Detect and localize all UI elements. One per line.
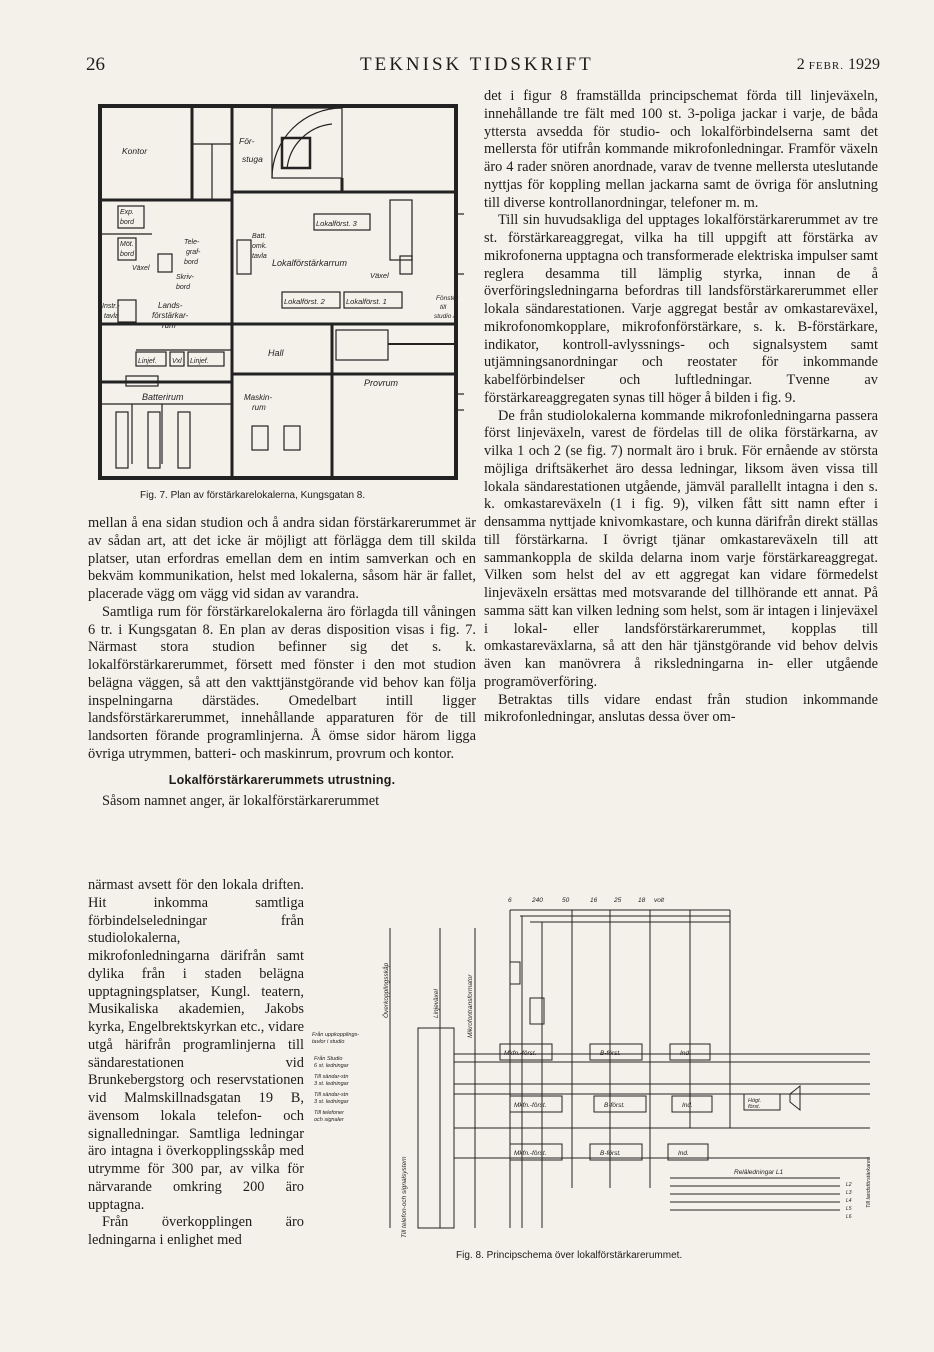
svg-text:bord: bord xyxy=(176,284,191,291)
svg-text:rum: rum xyxy=(162,321,176,330)
label-lands: Lands- xyxy=(158,301,183,310)
amp3-mikro: Mkfn.-först. xyxy=(514,1150,547,1157)
label-linjef-1: Linjef. xyxy=(138,358,157,365)
room-forstuga: För- xyxy=(239,136,255,146)
left-column xyxy=(88,515,476,811)
line-l5: L5 xyxy=(846,1206,852,1212)
amp2-ind: Ind. xyxy=(682,1102,693,1109)
volt-unit: volt xyxy=(654,897,665,904)
right-column xyxy=(484,88,878,727)
volt-25: 25 xyxy=(614,897,622,904)
amp2-b: B-först. xyxy=(604,1102,625,1109)
svg-text:3 st. ledningar: 3 st. ledningar xyxy=(314,1081,349,1087)
label-lokalforst-3: Lokalförst. 3 xyxy=(316,219,357,228)
volt-16: 16 xyxy=(590,897,598,904)
svg-text:och signaler: och signaler xyxy=(314,1117,344,1123)
amp1-mikro: Mkfn.-först. xyxy=(504,1050,537,1057)
label-batt: Batt. xyxy=(252,233,267,240)
right-paragraph-4: Betraktas tills vidare endast från studion inkommande mikrofonledningar, anslutas dessa över om- xyxy=(484,691,878,726)
line-l3: L3 xyxy=(846,1190,852,1196)
room-provrum: Provrum xyxy=(364,378,399,388)
svg-text:tavlor i studio: tavlor i studio xyxy=(312,1039,345,1045)
volt-6: 6 xyxy=(508,897,512,904)
side-label-2: Från Studio xyxy=(314,1056,343,1062)
fig7-floor-plan xyxy=(92,104,464,484)
label-mikrofontransformator: Mikrofontransformator xyxy=(467,974,474,1038)
room-maskinrum: Maskin- xyxy=(244,393,273,402)
left-paragraph-1: mellan å ena sidan studion och å andra sidan förstärkarerummet är av sådan art, att det icke är möjligt att förlägga dem till skilda platser, utan erfordras emellan dem en intim samverkan och en bekväm kommunikation, helst med lokalerna, såsom här är fallet, placerade vägg om vägg vid sidan av varandra. xyxy=(88,515,476,602)
narrow-paragraph-1: närmast avsett för den lokala driften. Hit inkomma samtliga förbindelseledningar från studiolokalerna, mikrofonledningarna därifrån samt dylika från i staden belägna upptagningsplatser, Kungl. teatern, Musikaliska akademien, Jakobs kyrka, Engelbrektskyrkan etc., vidare utgå härifrån programlinjerna till sändarestationen vid Brunkebergstorg och reservstationen vid Malmskillnadsgatan 19 B, ävensom lokala telefon- och signalledningar. Samtliga ledningar äro intagna i överkopplingsskåp med utrymme för 300 par, av vilka för närvarande omkring 200 äro upptagna. xyxy=(88,877,304,1213)
section-heading: Lokalförstärkarerummets utrustning. xyxy=(168,772,396,787)
amp2-mikro: Mkfn.-först. xyxy=(514,1102,547,1109)
label-vxl: Vxl xyxy=(172,358,182,365)
left-paragraph-2: Samtliga rum för förstärkarelokalerna äro förlagda till våningen 6 tr. i Kungsgatan 8. En plan av deras disposition visas i fig. 7. Närmast stora studion befinner sig det s. k. lokalförstärkarerummet, försett med fönster i den mot studion belägna väggen, så att den vakttjänstgörande vid behov kan följa inspelningarna därstädes. Omedelbart intill ligger landsförstärkarerummet, innehållande apparaturen för de till landsorten förande programlinjerna. Å ömse sidor härom ligga övriga utrymmen, batteri- och maskinrum, provrum och kontor. xyxy=(88,603,476,762)
label-hogtal: Högt. xyxy=(748,1098,762,1104)
label-skriv: Skriv- xyxy=(176,274,194,281)
amp3-b: B-först. xyxy=(600,1150,621,1157)
journal-title: TEKNISK TIDSKRIFT xyxy=(360,54,594,75)
left-paragraph-3: Såsom namnet anger, är lokalförstärkarerummet xyxy=(102,793,380,810)
right-paragraph-2: Till sin huvudsakliga del upptages lokalförstärkarerummet av tre st. förstärkareaggregat, vilka ha till uppgift att förstärka av mikrofonerna upptagna och transformerade elektriska impulser samt reglera desamma till lämplig styrka, innan de å överföringsledningarna befordras till landsförstärkarerummet eller lokala sändarestationen. Varje aggregat består av omkastareväxel, mikrofonomkopplare, mikrofonförstärkare, s. k. B-förstärkare, indikator, kontroll-avlyssnings- och signalsystem samt utjämningsanordningar och reostater för inkommande kabelförbindelser och luftledningar. Tvenne av förstärkareaggregaten synas till höger å bilden i fig. 9. xyxy=(484,212,879,406)
volt-240: 240 xyxy=(532,897,543,904)
label-linjef-2: Linjef. xyxy=(190,358,209,365)
label-instr: Instr.- xyxy=(102,303,120,310)
svg-text:6 st. ledningar: 6 st. ledningar xyxy=(314,1063,349,1069)
label-linjevaxel: Linjeväxel xyxy=(433,989,440,1018)
volt-18: 18 xyxy=(638,897,646,904)
fig7-caption: Fig. 7. Plan av förstärkarelokalerna, Kungsgatan 8. xyxy=(140,490,366,501)
svg-text:tavla: tavla xyxy=(252,253,267,260)
room-batterirum: Batterirum xyxy=(142,392,184,402)
label-telegraf: Tele- xyxy=(184,239,200,246)
issue-date xyxy=(797,56,880,74)
label-fonster: Fönster xyxy=(436,295,459,302)
amp1-ind: Ind. xyxy=(680,1050,691,1057)
side-label-3: Till sändar-stn xyxy=(314,1074,349,1080)
svg-text:omk.: omk. xyxy=(252,243,268,250)
svg-text:rum: rum xyxy=(252,403,266,412)
line-l4: L4 xyxy=(846,1198,852,1204)
label-exp-bord: Exp. xyxy=(120,209,135,216)
svg-text:förstärkar-: förstärkar- xyxy=(152,311,189,320)
right-paragraph-3: De från studiolokalerna kommande mikrofonledningarna passera först linjeväxeln, varest de fördelas till de olika förstärkarna, av vilka 1 och 2 (se fig. 7) normalt äro i bruk. För ernående av största möjliga driftsäkerhet äro dessa ledningar, liksom även vissa till lokala sändarestationen utgående, jämväl parallellt intagna i den s. k. omkastareväxeln (1 i fig. 9), vilken fått sitt namn efter i densamma nyttjade knivomkastare, och kunna därifrån direkt ställas till förstärkarna. I övrigt tjänar omkastareväxeln till att sammankoppla de skilda delarna inom varje förstärkareaggregat. Vilken som helst del av ett aggregat kan vidare förmedelst linjeväxeln ersättas med motsvarande del tillhörande ett annat. På samma sätt kan vilken ledning som helst, som är intagen i linjeväxel i lokal- eller landsförstärkarerummet, kopplas till omkastareväxlarna, så att den här tjänstgörande vid behov delvis även kan manövrera å riksledningarna in- eller utgående programöverföring. xyxy=(484,407,878,690)
svg-text:först.: först. xyxy=(748,1104,761,1110)
side-label-4: Till sändar-stn xyxy=(314,1092,349,1098)
date-month: FEBR. xyxy=(808,60,844,72)
room-lokalforst: Lokalförstärkarrum xyxy=(272,258,348,268)
date-year: 1929 xyxy=(848,56,880,73)
fig8-schematic xyxy=(310,888,890,1248)
svg-text:bord: bord xyxy=(120,251,135,258)
room-kontor: Kontor xyxy=(122,146,148,156)
room-forstuga-2: stuga xyxy=(242,154,263,164)
amp1-b: B-först. xyxy=(600,1050,621,1057)
narrow-paragraph-2: Från överkopplingen äro ledningarna i enlighet med xyxy=(88,1214,304,1248)
label-vaxel2: Växel xyxy=(370,271,389,280)
label-vaxel: Växel xyxy=(132,265,150,272)
volt-50: 50 xyxy=(562,897,570,904)
svg-text:bord: bord xyxy=(120,219,135,226)
label-overkoppling: Överkopplingsskåp xyxy=(383,962,390,1018)
line-l6: L6 xyxy=(846,1214,852,1220)
amp3-ind: Ind. xyxy=(678,1150,689,1157)
svg-text:bord: bord xyxy=(184,259,199,266)
line-l2: L2 xyxy=(846,1182,852,1188)
label-releledningar: Reläledningar L1 xyxy=(734,1169,784,1176)
right-paragraph-1: det i figur 8 framställda principschemat förda till linjeväxeln, innehållande tre fält med 100 st. 3-poliga jackar i varje, de båda yttersta avsedda för studio- och lokalförbindelserna samt det mellersta för utifrån kommande mikrofonledningar. Framför växeln äro 4 rader snören anordnade, varav de tvenne mellersta uteslutande nyttjas för koppling mellan jackarna samt de övriga för anslutning till diverse kontrollanordningar, telefoner m. m. xyxy=(484,88,878,211)
date-day: 2 xyxy=(796,56,805,73)
side-label-5: Till telefoner xyxy=(314,1110,344,1116)
svg-text:graf-: graf- xyxy=(186,249,201,256)
label-lokalforst-1: Lokalförst. 1 xyxy=(346,297,387,306)
svg-text:till: till xyxy=(440,304,447,311)
svg-text:tavla: tavla xyxy=(104,313,119,320)
svg-text:3 st. ledningar: 3 st. ledningar xyxy=(314,1099,349,1105)
room-hall: Hall xyxy=(268,348,284,358)
label-landsforst: Till landsförstärkaren xyxy=(866,1157,872,1208)
narrow-column xyxy=(88,877,304,1250)
page-number: 26 xyxy=(86,54,105,75)
fig8-caption: Fig. 8. Principschema över lokalförstärkarerummet. xyxy=(456,1250,683,1261)
svg-text:studio A: studio A xyxy=(434,313,458,320)
label-telefon-signal: Till telefon-och signalsystem xyxy=(401,1156,408,1238)
label-mot-bord: Möt. xyxy=(120,241,134,248)
side-label-1: Från uppkopplings- xyxy=(312,1032,360,1038)
label-lokalforst-2: Lokalförst. 2 xyxy=(284,297,325,306)
